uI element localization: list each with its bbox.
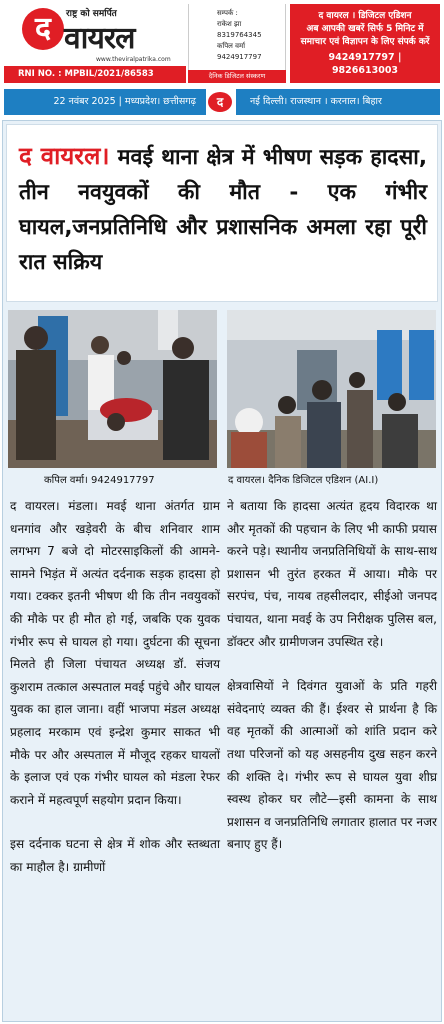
date-strip-logo: द: [208, 92, 232, 112]
promo-line-2: अब आपकी खबरें सिर्फ 5 मिनिट में: [306, 24, 424, 34]
headline-brand: द वायरल।: [19, 142, 110, 170]
photo-right-illustration: [227, 310, 436, 468]
article-paragraph: इस दर्दनाक घटना से क्षेत्र में शोक और स्तब्धता का माहौल है। ग्रामीणों: [10, 837, 220, 874]
digital-edition-label: दैनिक डिजिटल संस्करण: [188, 70, 286, 83]
masthead-title: वायरल: [64, 21, 135, 56]
promo-phones[interactable]: 9424917797 | 9826613003: [328, 52, 402, 76]
logo-emblem: द: [22, 8, 64, 50]
article-headline: [19, 139, 427, 280]
rni-number: RNI NO. : MPBIL/2021/86583: [4, 66, 186, 83]
contact-name-2: कपिल वर्मा: [217, 42, 246, 50]
masthead-website[interactable]: www.theviralpatrika.com: [96, 56, 171, 63]
article-paragraph: द वायरल। मंडला। मवई थाना अंतर्गत ग्राम धनगांव और खड़ेवरी के बीच शनिवार शाम लगभग 7 बजे दो मोटरसाइकिलों की आमने-सामने भिड़ंत में अत्यंत दर्दनाक सड़क हादसा हो गया। टक्कर इतनी भीषण थी कि तीन नवयुवकों की मौके पर ही मौत हो गई, जबकि एक युवक गंभीर रूप से घायल हो गया। दुर्घटना की सूचना मिलते ही जिला पंचायत अध्यक्ष डॉ. संजय कुशराम तत्काल अस्पताल मवई पहुंचे और घायल युवक का हाल जाना। वहीं भाजपा मंडल अध्यक्ष प्रहलाद मरकाम एवं इन्द्रेश कुमार साकत भी मौके पर और अस्पताल में मौजूद रहकर घायलों के इलाज एवं एक गंभीर घायल को मंडला रेफर कराने में महत्वपूर्ण सहयोग प्रदान किया।: [10, 499, 220, 807]
article-paragraph: ने बताया कि हादसा अत्यंत हृदय विदारक था और मृतकों की पहचान के लिए भी काफी प्रयास करने पड़े। स्थानीय जनप्रतिनिधियों के साथ-साथ प्रशासन भी तुरंत हरकत में आया। मौके पर सरपंच, पंच, नायब तहसीलदार, सीईओ जनपद पंचायत, थाना मवई के उप निरीक्षक पुलिस बल, डॉक्टर और ग्रामीणजन उपस्थित रहे।: [227, 499, 437, 649]
photo-crowd-hospital: [227, 310, 436, 468]
contact-block: [188, 4, 286, 70]
contact-phone-1[interactable]: 8319764345: [217, 31, 262, 39]
photo-caption-right: द वायरल। दैनिक डिजिटल एडिशन (AI.I): [228, 475, 379, 486]
date-region-right: नई दिल्ली। राजस्थान । करनाल। बिहार: [236, 89, 440, 115]
headline-text: मवई थाना क्षेत्र में भीषण सड़क हादसा, तीन नवयुवकों की मौत - एक गंभीर घायल,जनप्रतिनिधि और प्रशासनिक अमला रहा पूरी रात सक्रिय: [19, 145, 427, 275]
contact-phone-2[interactable]: 9424917797: [217, 53, 262, 61]
promo-box: [290, 4, 440, 83]
photo-caption-left: कपिल वर्मा। 9424917797: [44, 475, 155, 486]
article-column-right: [227, 495, 437, 878]
date-region-left: 22 नवंबर 2025 | मध्यप्रदेश। छत्तीसगढ़: [4, 89, 206, 115]
photo-left-illustration: [8, 310, 217, 468]
promo-line-1: द वायरल । डिजिटल एडिशन: [318, 11, 412, 21]
contact-name-1: राकेश झा: [217, 20, 242, 28]
photo-hospital-stretcher: [8, 310, 217, 468]
headline-box: [6, 124, 438, 302]
article-column-left: [10, 495, 220, 901]
masthead-tagline: राष्ट्र को समर्पित: [66, 9, 117, 19]
article-paragraph: क्षेत्रवासियों ने दिवंगत युवाओं के प्रति गहरी संवेदनाएं व्यक्त की हैं। ईश्वर से प्रार्थना है कि वह मृतकों की आत्माओं को शांति प्रदान करे तथा परिजनों को यह असहनीय दुख सहन करने की शक्ति दे। गंभीर रूप से घायल युवा शीघ्र स्वस्थ होकर घर लौटे—इसी कामना के साथ प्रशासन व जनप्रतिनिधि लगातार हालात पर नजर बनाए हुए हैं।: [227, 679, 437, 852]
promo-line-3: समाचार एवं विज्ञापन के लिए संपर्क करें: [300, 37, 430, 47]
contact-label: सम्पर्क :: [217, 9, 238, 17]
